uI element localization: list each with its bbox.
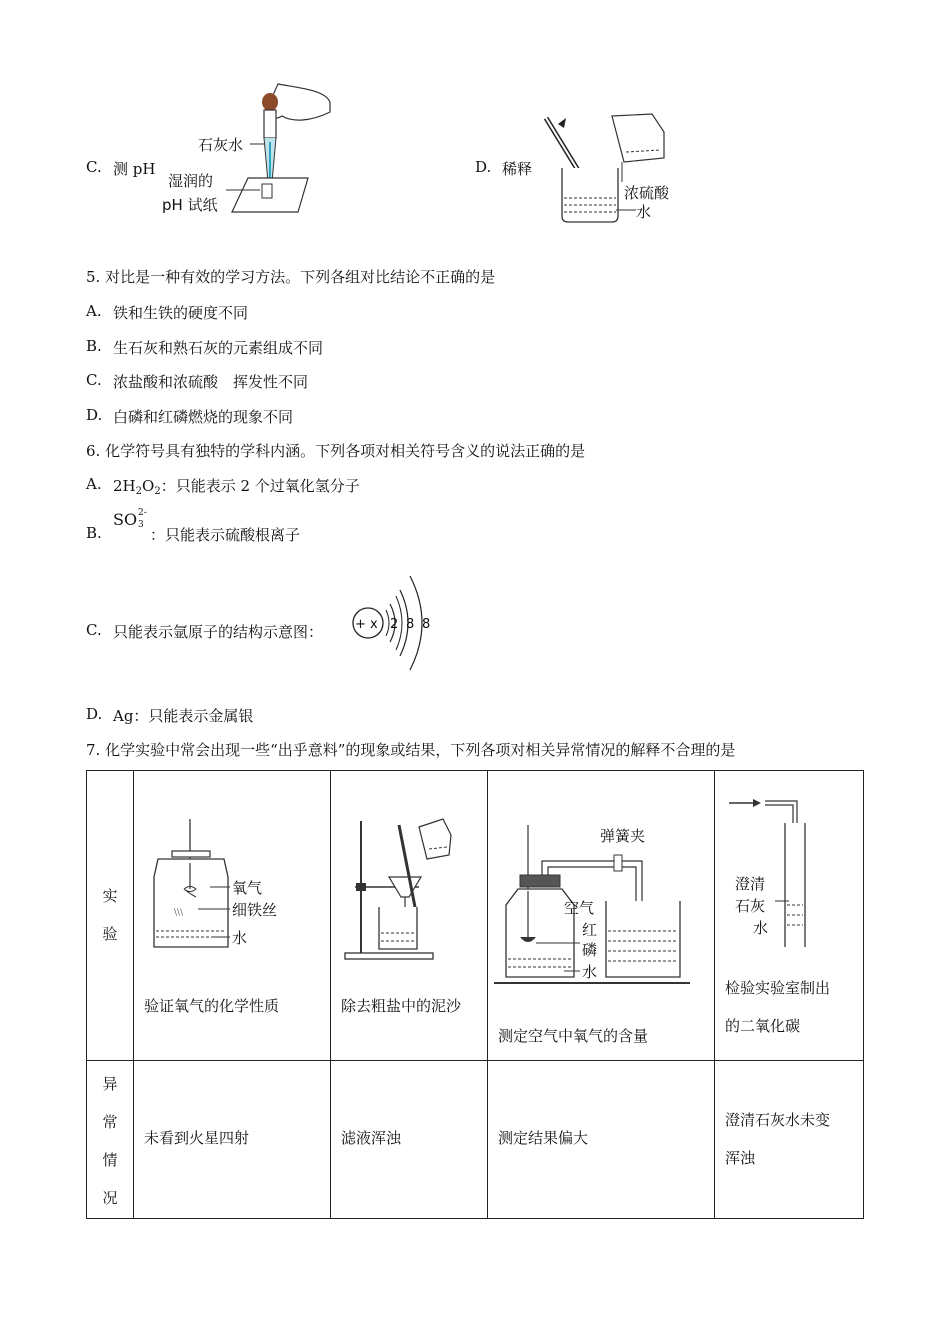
experiment-table (86, 770, 864, 1219)
q6-d-text: Ag：只能表示金属银 (113, 707, 254, 725)
fig-label-ph-paper: pH 试纸 (162, 196, 218, 214)
q5-b-text: 生石灰和熟石灰的元素组成不同 (113, 339, 324, 357)
row-header-abnormal (87, 1061, 134, 1219)
cell-abnormal-3 (488, 1061, 715, 1219)
fig-label-conc-sulfuric: 浓硫酸 (624, 184, 670, 202)
q4-d-text: 稀释 (502, 160, 533, 178)
exp-4-caption-line1: 检验实验室制出 (725, 979, 831, 997)
cell-abnormal-1 (134, 1061, 331, 1219)
q5-a-text: 铁和生铁的硬度不同 (113, 304, 249, 322)
q6-a-text: ：只能表示 2 个过氧化氢分子 (160, 477, 360, 495)
svg-text:\\\: \\\ (174, 908, 184, 918)
abnormal-3-text: 测定结果偏大 (498, 1129, 589, 1147)
fig-label-water-4: 水 (753, 919, 769, 937)
q5-d-label: D. (86, 406, 103, 424)
q4-c-text: 测 pH (113, 160, 156, 178)
dilution-figure (540, 110, 690, 228)
iron-wire-figure (144, 819, 304, 959)
row-header-char: 异 (102, 1075, 118, 1093)
q5-d-text: 白磷和红磷燃烧的现象不同 (113, 408, 294, 426)
row-header-char: 验 (102, 925, 118, 943)
shell-3: 8 (422, 617, 431, 632)
formula-2h: 2H (113, 477, 136, 495)
cell-abnormal-4 (715, 1061, 864, 1219)
formula-sub-h: 2 (135, 486, 142, 497)
fig-label-phosphorus: 磷 (582, 941, 598, 959)
q6-stem: 6. 化学符号具有独特的学科内涵。下列各项对相关符号含义的说法正确的是 (86, 442, 586, 460)
q6-b-text: ：只能表示硫酸根离子 (150, 526, 301, 544)
fig-label-water: 水 (232, 929, 248, 947)
fig-label-spring-clamp: 弹簧夹 (600, 827, 646, 845)
row-header-char: 情 (102, 1151, 118, 1169)
q6-a-label: A. (86, 475, 102, 493)
cell-exp-3 (488, 771, 715, 1061)
fig-label-lime: 石灰 (735, 897, 766, 915)
shell-2: 8 (406, 617, 415, 632)
cell-exp-4 (715, 771, 864, 1061)
q6-b-label: B. (86, 524, 102, 542)
nucleus-label: + x (355, 617, 378, 632)
q5-a-label: A. (86, 302, 102, 320)
row-header-chars (87, 1065, 133, 1217)
q5-stem: 5. 对比是一种有效的学习方法。下列各组对比结论不正确的是 (86, 268, 496, 286)
exp-2-caption: 除去粗盐中的泥沙 (341, 997, 462, 1015)
q4-c-label: C. (86, 158, 102, 176)
fig-label-red: 红 (582, 921, 598, 939)
fig-label-water: 水 (636, 203, 652, 221)
abnormal-2-text: 滤液浑浊 (341, 1129, 402, 1147)
q6-c-label: C. (86, 621, 102, 639)
fig-label-limewater: 石灰水 (198, 136, 244, 154)
q4-d-label: D. (475, 158, 492, 176)
cell-exp-2 (331, 771, 488, 1061)
table-row (87, 1061, 864, 1219)
atom-structure-diagram (346, 566, 442, 676)
q5-c-label: C. (86, 371, 102, 389)
fig-label-clear: 澄清 (735, 875, 766, 893)
abnormal-1-text: 未看到火星四射 (144, 1129, 250, 1147)
row-header-chars (87, 877, 133, 953)
co2-test-figure (725, 797, 855, 947)
fig-label-oxygen: 氧气 (232, 879, 263, 897)
q6-d-label: D. (86, 705, 103, 723)
cell-exp-1 (134, 771, 331, 1061)
q6-b-so: SO (113, 510, 138, 529)
row-header-char: 实 (102, 887, 118, 905)
ph-test-figure (160, 82, 340, 222)
exp-3-caption: 测定空气中氧气的含量 (498, 1027, 649, 1045)
cell-abnormal-2 (331, 1061, 488, 1219)
exp-1-caption: 验证氧气的化学性质 (144, 997, 280, 1015)
q6-b-sup: 2- (138, 508, 147, 518)
row-header-char: 况 (102, 1189, 118, 1207)
fig-label-air: 空气 (564, 899, 595, 917)
formula-o: O (142, 477, 155, 495)
fig-label-iron-wire: 细铁丝 (232, 901, 278, 919)
q7-stem: 7. 化学实验中常会出现一些“出乎意料”的现象或结果，下列各项对相关异常情况的解释不合理的是 (86, 741, 736, 759)
q6-a-formula (113, 475, 360, 497)
q5-b-label: B. (86, 337, 102, 355)
q6-b-sub: 3 (138, 520, 144, 530)
q6-c-text: 只能表示氩原子的结构示意图： (113, 623, 324, 641)
shell-1: 2 (390, 617, 399, 632)
abnormal-4-line2: 浑浊 (725, 1149, 756, 1167)
table-row (87, 771, 864, 1061)
q5-c-text: 浓盐酸和浓硫酸 挥发性不同 (113, 373, 309, 391)
fig-label-water-3: 水 (582, 963, 598, 981)
formula-sub-o: 2 (154, 486, 161, 497)
fig-label-wet: 湿润的 (168, 172, 214, 190)
row-header-experiment (87, 771, 134, 1061)
abnormal-4-line1: 澄清石灰水未变 (725, 1111, 831, 1129)
row-header-char: 常 (102, 1113, 118, 1131)
exp-4-caption-line2: 的二氧化碳 (725, 1017, 801, 1035)
oxygen-content-figure (494, 821, 710, 993)
filtration-figure (339, 815, 479, 965)
